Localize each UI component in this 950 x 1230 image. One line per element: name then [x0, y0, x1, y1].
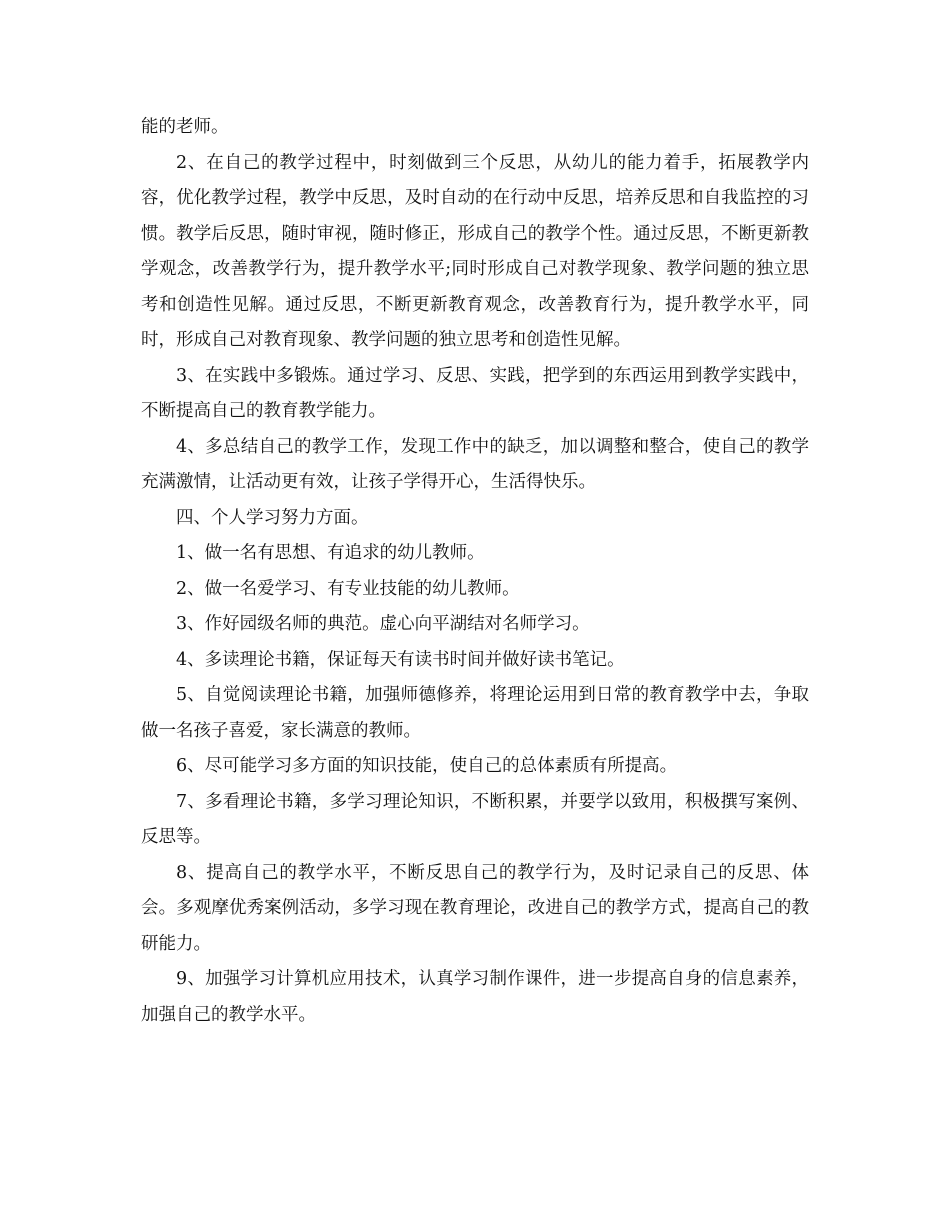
paragraph-continuation: 能的老师。	[141, 117, 229, 137]
paragraph-practice: 3、在实践中多锻炼。通过学习、反思、实践，把学到的东西运用到教学实践中，不断提高自己的教育教学能力。	[141, 365, 809, 421]
list-item-3: 3、作好园级名师的典范。虚心向平湖结对名师学习。	[176, 614, 590, 634]
paragraph-summary: 4、多总结自己的教学工作，发现工作中的缺乏，加以调整和整合，使自己的教学充满激情，让活动更有效，让孩子学得开心，生活得快乐。	[141, 436, 809, 492]
list-item-7: 7、多看理论书籍，多学习理论知识，不断积累，并要学以致用，积极撰写案例、反思等。	[141, 791, 809, 847]
paragraph-reflection: 2、在自己的教学过程中，时刻做到三个反思，从幼儿的能力着手，拓展教学内容，优化教学过程，教学中反思，及时自动的在行动中反思，培养反思和自我监控的习惯。教学后反思，随时审视，随时修正，形成自己的教学个性。通过反思，不断更新教学观念，改善教学行为，提升教学水平;同时形成自己对教学现象、教学问题的独立思考和创造性见解。通过反思，不断更新教育观念，改善教育行为，提升教学水平，同时，形成自己对教育现象、教学问题的独立思考和创造性见解。	[141, 152, 809, 350]
list-item-6: 6、尽可能学习多方面的知识技能，使自己的总体素质有所提高。	[176, 756, 678, 776]
list-item-9: 9、加强学习计算机应用技术，认真学习制作课件，进一步提高自身的信息素养，加强自己的教学水平。	[141, 969, 809, 1025]
list-item-5: 5、自觉阅读理论书籍，加强师德修养，将理论运用到日常的教育教学中去，争取做一名孩子喜爱，家长满意的教师。	[141, 685, 809, 741]
list-item-2: 2、做一名爱学习、有专业技能的幼儿教师。	[176, 578, 520, 599]
section-heading-personal-study: 四、个人学习努力方面。	[176, 507, 369, 528]
list-item-8: 8、提高自己的教学水平，不断反思自己的教学行为，及时记录自己的反思、体会。多观摩优秀案例活动，多学习现在教育理论，改进自己的教学方式，提高自己的教研能力。	[141, 862, 809, 954]
list-item-1: 1、做一名有思想、有追求的幼儿教师。	[176, 543, 485, 563]
list-item-4: 4、多读理论书籍，保证每天有读书时间并做好读书笔记。	[176, 649, 625, 670]
document-page	[141, 110, 809, 1033]
